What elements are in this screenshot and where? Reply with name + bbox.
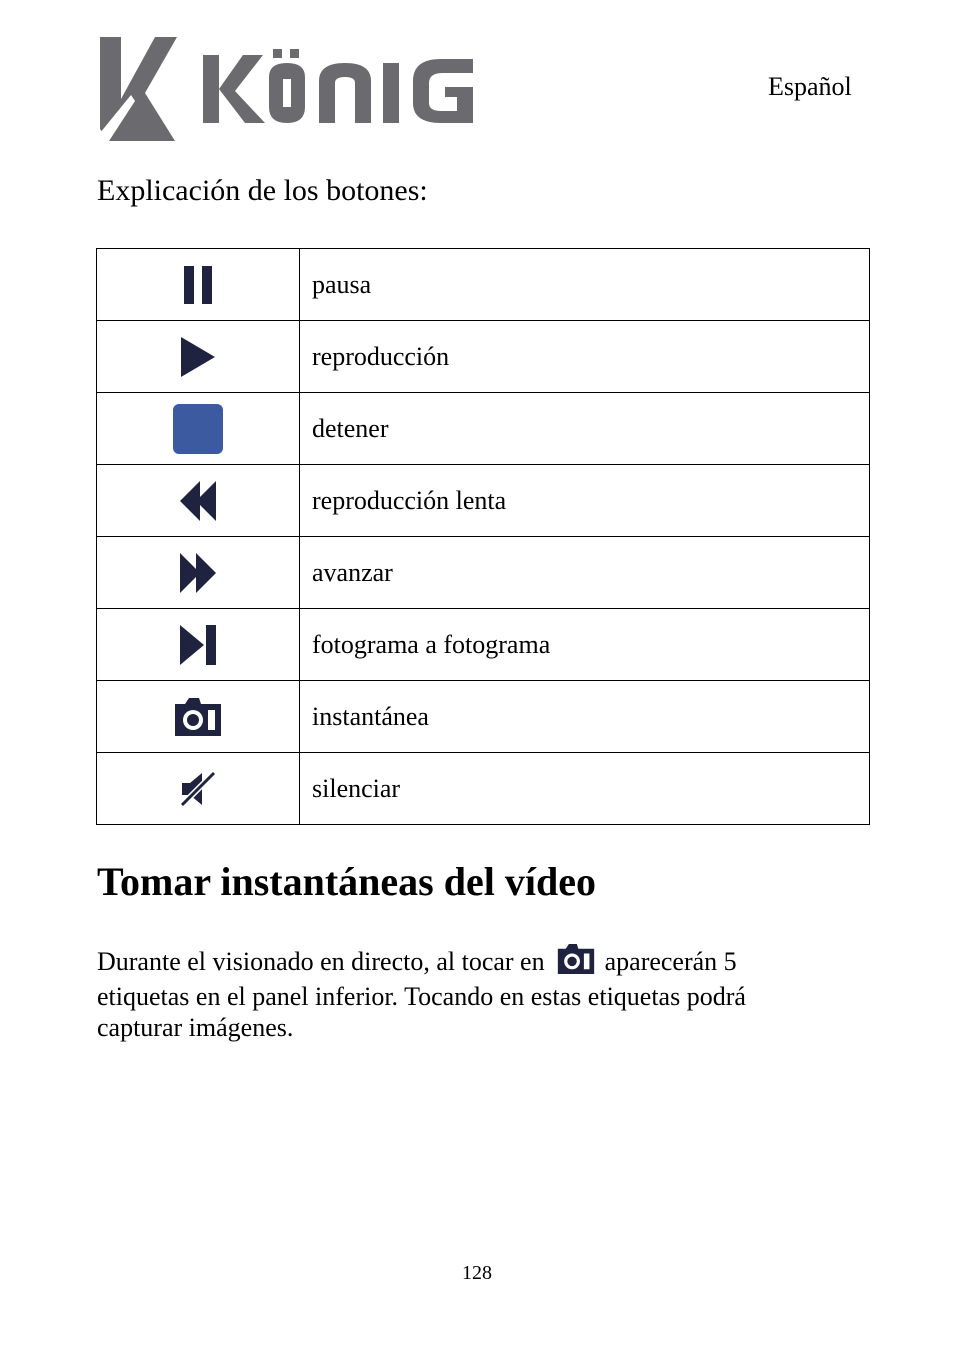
mute-icon (180, 771, 216, 807)
language-label: Español (768, 72, 852, 101)
table-row (97, 249, 870, 321)
table-row (97, 753, 870, 825)
paragraph-text-start: Durante el visionado en directo, al tocar en (97, 947, 545, 976)
table-row (97, 321, 870, 393)
list-item-label: reproducción lenta (300, 465, 870, 537)
section-title: Tomar instantáneas del vídeo (97, 859, 596, 904)
konig-logo (97, 33, 517, 145)
camera-icon (557, 944, 595, 981)
fast-forward-icon (180, 553, 216, 593)
pause-icon (183, 266, 213, 304)
button-legend-table (96, 248, 870, 825)
list-item-label: silenciar (300, 753, 870, 825)
list-item-label: avanzar (300, 537, 870, 609)
list-item-label: detener (300, 393, 870, 465)
play-icon (181, 337, 215, 377)
table-row (97, 681, 870, 753)
stop-icon (173, 404, 223, 454)
list-item-label: pausa (300, 249, 870, 321)
page-number: 128 (462, 1262, 492, 1284)
table-row (97, 465, 870, 537)
rewind-icon (180, 481, 216, 521)
list-item-label: reproducción (300, 321, 870, 393)
list-item-label: fotograma a fotograma (300, 609, 870, 681)
camera-icon (175, 698, 221, 736)
table-row (97, 537, 870, 609)
frame-step-icon (180, 625, 216, 665)
snapshot-paragraph (97, 944, 817, 1043)
paragraph-text-end: aparecerán 5 etiquetas en el panel inferior. Tocando en estas etiquetas podrá capturar imágenes. (97, 947, 746, 1042)
buttons-heading: Explicación de los botones: (97, 174, 428, 207)
table-row (97, 609, 870, 681)
list-item-label: instantánea (300, 681, 870, 753)
table-row (97, 393, 870, 465)
